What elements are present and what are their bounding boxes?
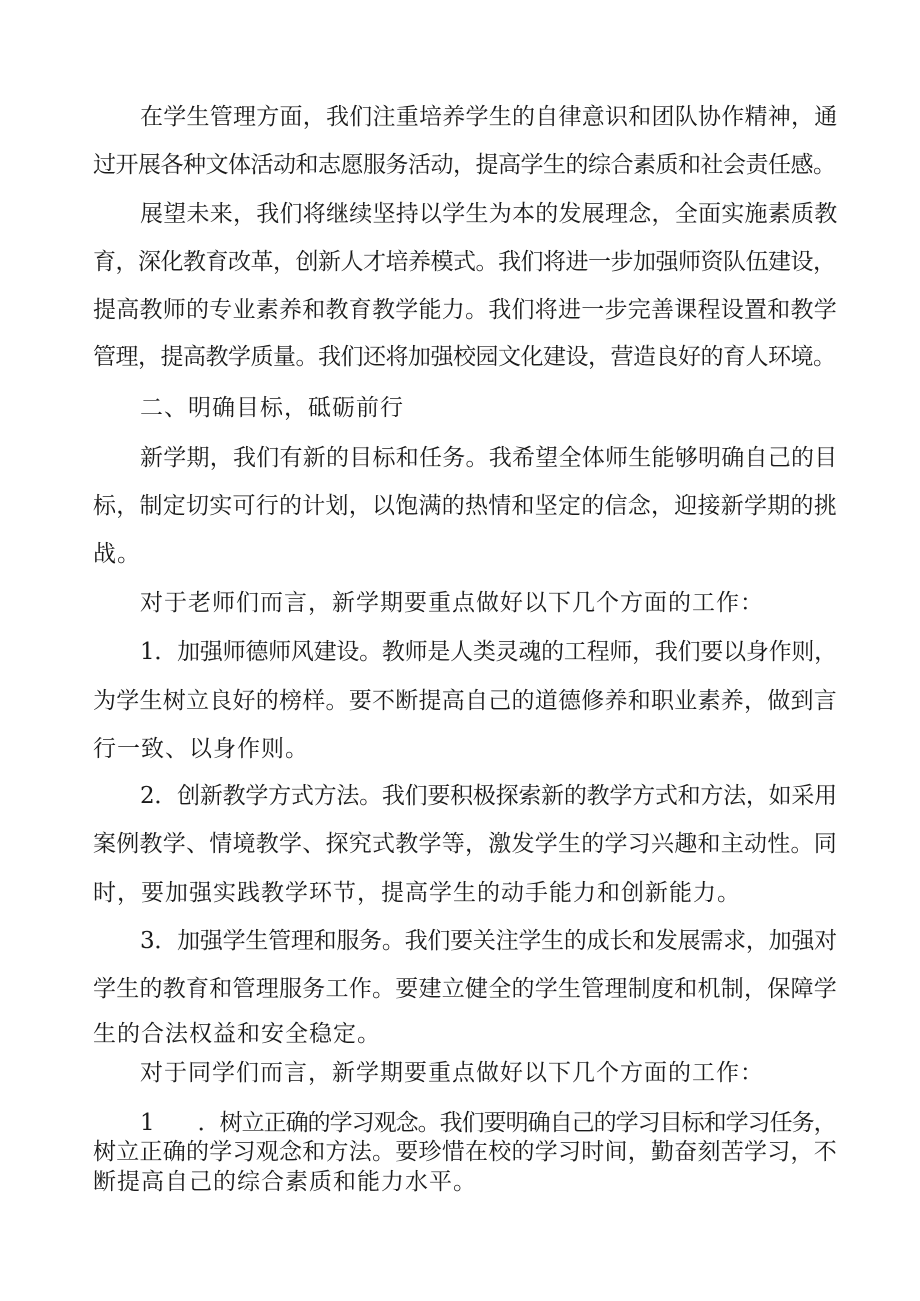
paragraph-8-line-1: 对于同学们而言，新学期要重点做好以下几个方面的工作： — [140, 1060, 764, 1086]
paragraph-5-line-2: 为学生树立良好的榜样。要不断提高自己的道德修养和职业素养，做到言 — [93, 688, 837, 714]
paragraph-2-line-4: 管理，提高教学质量。我们还将加强校园文化建设，营造良好的育人环境。 — [93, 344, 836, 370]
paragraph-3-line-2: 标，制定切实可行的计划，以饱满的热情和坚定的信念，迎接新学期的挑 — [93, 493, 837, 519]
paragraph-2-line-1: 展望未来，我们将继续坚持以学生为本的发展理念，全面实施素质教 — [140, 201, 838, 227]
paragraph-6-line-2: 案例教学、情境教学、探究式教学等，激发学生的学习兴趣和主动性。同 — [93, 831, 837, 857]
paragraph-4-line-1: 对于老师们而言，新学期要重点做好以下几个方面的工作： — [140, 590, 764, 616]
section-heading: 二、明确目标，砥砺前行 — [140, 395, 404, 421]
paragraph-1-line-2: 过开展各种文体活动和志愿服务活动，提高学生的综合素质和社会责任感。 — [93, 152, 836, 178]
paragraph-5-line-3: 行一致、以身作则。 — [93, 736, 309, 762]
paragraph-2-line-3: 提高教师的专业素养和教育教学能力。我们将进一步完善课程设置和教学 — [93, 297, 837, 323]
paragraph-2-line-2: 育，深化教育改革，创新人才培养模式。我们将进一步加强师资队伍建设， — [93, 249, 836, 275]
paragraph-9-line-3: 断提高自己的综合素质和能力水平。 — [93, 1169, 477, 1195]
paragraph-7-line-3: 生的合法权益和安全稳定。 — [93, 1021, 381, 1047]
paragraph-9-line-1: 1 ．树立正确的学习观念。我们要明确自己的学习目标和学习任务， — [140, 1110, 836, 1136]
paragraph-5-line-1: 1．加强师德师风建设。教师是人类灵魂的工程师，我们要以身作则， — [140, 639, 837, 665]
paragraph-7-line-2: 学生的教育和管理服务工作。要建立健全的学生管理制度和机制，保障学 — [93, 976, 837, 1002]
paragraph-3-line-3: 战。 — [93, 541, 141, 567]
paragraph-1-line-1: 在学生管理方面，我们注重培养学生的自律意识和团队协作精神，通 — [140, 104, 838, 130]
paragraph-7-line-1: 3．加强学生管理和服务。我们要关注学生的成长和发展需求，加强对 — [140, 928, 837, 954]
paragraph-3-line-1: 新学期，我们有新的目标和任务。我希望全体师生能够明确自己的目 — [140, 445, 838, 471]
paragraph-9-line-2: 树立正确的学习观念和方法。要珍惜在校的学习时间，勤奋刻苦学习，不 — [93, 1139, 837, 1165]
paragraph-6-line-3: 时，要加强实践教学环节，提高学生的动手能力和创新能力。 — [93, 880, 741, 906]
paragraph-6-line-1: 2．创新教学方式方法。我们要积极探索新的教学方式和方法，如采用 — [140, 783, 837, 809]
